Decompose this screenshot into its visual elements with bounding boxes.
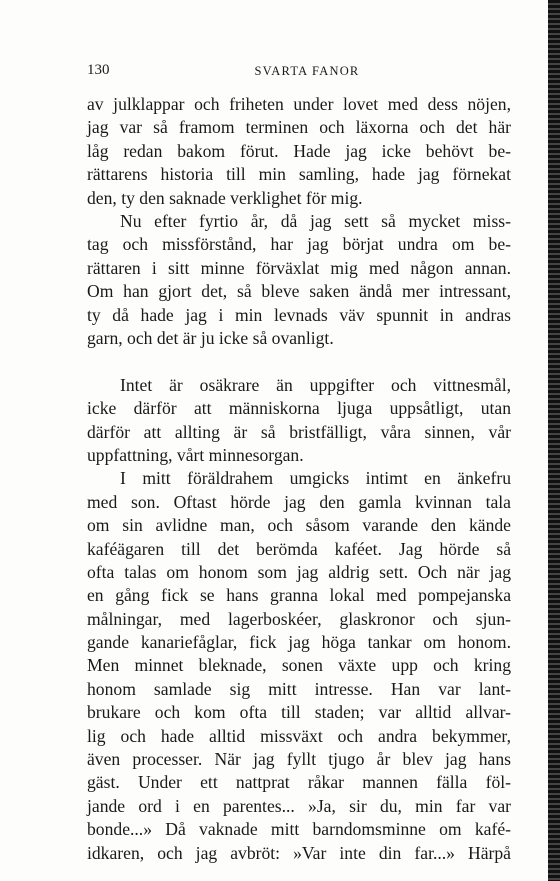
- text-line: ty då hade jag i min levnads väv spunnit in andras: [87, 304, 511, 325]
- text-line: ofta talas om honom som jag aldrig sett. Och när jag: [87, 561, 511, 582]
- text-line: bonde...» Då vaknade mitt barndomsminne om kafé-: [87, 819, 511, 840]
- running-title: SVARTA FANOR: [254, 64, 360, 78]
- text-line: Intet är osäkrare än uppgifter och vittnesmål,: [120, 374, 511, 395]
- text-line: Nu efter fyrtio år, då jag sett så mycket miss-: [120, 210, 511, 231]
- text-line: honom samlade sig mitt intresse. Han var lant-: [87, 678, 511, 699]
- page-number: 130: [87, 62, 110, 78]
- text-line: rättarens historia till min samling, hade jag förnekat: [87, 164, 511, 185]
- text-line: Om han gjort det, så bleve saken ändå mer intressant,: [87, 281, 511, 302]
- text-line: I mitt föräldrahem umgicks intimt en änkefru: [120, 468, 511, 489]
- text-line: jag var så framom terminen och läxorna och det här: [87, 117, 511, 138]
- text-line: låg redan bakom förut. Hade jag icke behövt be-: [87, 140, 511, 161]
- text-line: därför att allting är så bristfälligt, våra sinnen, vår: [87, 421, 511, 442]
- paragraph-1: [87, 93, 511, 210]
- text-line: målningar, med lagerboskéer, glaskronor och sjun-: [87, 608, 511, 629]
- text-line: icke därför att människorna ljuga uppsåtligt, utan: [87, 398, 511, 419]
- text-line: kaféägaren till det berömda kaféet. Jag hörde så: [87, 538, 511, 559]
- text-line: Men minnet bleknade, sonen växte upp och kring: [87, 655, 511, 676]
- text-line: gande kanariefåglar, fick jag höga tankar om honom.: [87, 632, 511, 653]
- text-line: rättaren i sitt minne förväxlat mig med någon annan.: [87, 257, 511, 278]
- book-spine-shadow: [548, 0, 560, 881]
- text-line: uppfattning, vårt minnesorgan.: [87, 444, 304, 465]
- text-line: om sin avlidne man, och såsom varande den kände: [87, 515, 511, 536]
- text-line: lig och hade alltid missväxt och andra bekymmer,: [87, 725, 511, 746]
- text-line: brukare och kom ofta till staden; var alltid allvar-: [87, 702, 511, 723]
- text-line: den, ty den saknade verklighet för mig.: [87, 187, 363, 208]
- text-line: garn, och det är ju icke så ovanligt.: [87, 327, 334, 348]
- section-break: [87, 350, 511, 374]
- text-line: tag och missförstånd, har jag börjat undra om be-: [87, 234, 511, 255]
- paragraph-2: [87, 210, 511, 350]
- text-line: även processer. När jag fyllt tjugo år blev jag hans: [87, 749, 511, 770]
- text-line: idkaren, och jag avbröt: »Var inte din far...» Härpå: [87, 842, 511, 863]
- text-line: gäst. Under ett nattprat råkar mannen fälla föl-: [87, 772, 511, 793]
- paragraph-4: [87, 467, 511, 865]
- text-line: av julklappar och friheten under lovet med dess nöjen,: [87, 94, 511, 114]
- text-line: med son. Oftast hörde jag den gamla kvinnan tala: [87, 491, 511, 512]
- body-text: [87, 93, 511, 865]
- paragraph-3: [87, 374, 511, 468]
- text-line: en gång fick se hans granna lokal med pompejanska: [87, 585, 511, 606]
- text-line: jande ord i en parentes... »Ja, sir du, min far var: [87, 795, 511, 816]
- running-head: [87, 62, 511, 82]
